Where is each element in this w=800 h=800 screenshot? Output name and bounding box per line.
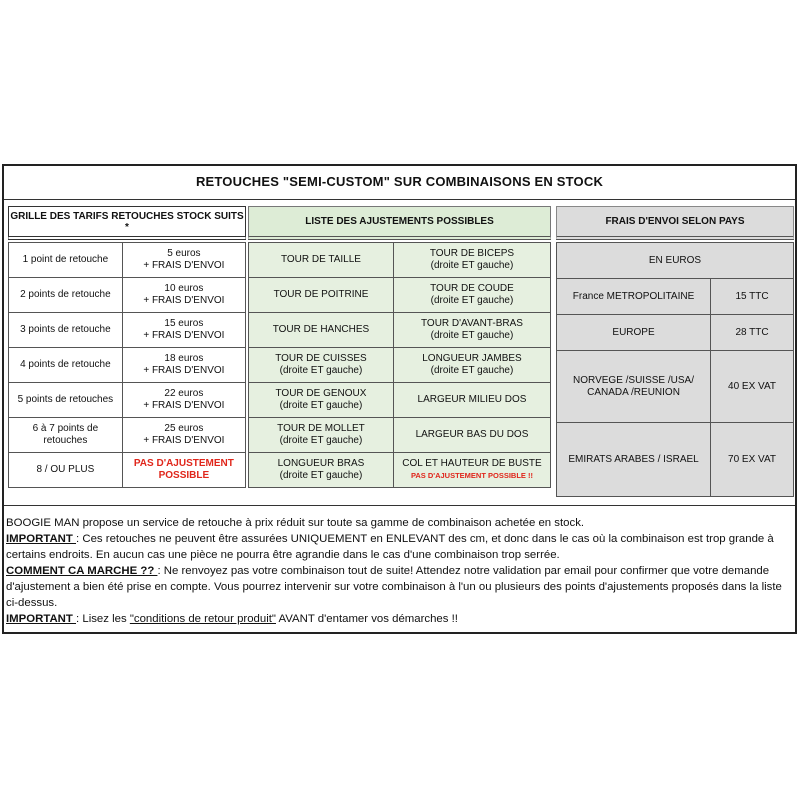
adjustment-cell: TOUR DE POITRINE: [249, 278, 394, 313]
shipping-price-cell: 40 EX VAT: [711, 351, 794, 423]
adjustment-cell: TOUR DE HANCHES: [249, 313, 394, 348]
points-cell: 5 points de retouches: [9, 383, 123, 418]
frais-panel: [556, 206, 794, 498]
currency-unit-cell: EN EUROS: [557, 243, 794, 279]
sheet-title: RETOUCHES "SEMI-CUSTOM" SUR COMBINAISONS EN STOCK: [195, 174, 604, 189]
adjustment-cell: LONGUEUR BRAS (droite ET gauche): [249, 453, 394, 488]
table-row: [557, 279, 794, 315]
table-row: [249, 313, 551, 348]
table-row: [557, 243, 794, 279]
adjustment-cell: TOUR DE BICEPS (droite ET gauche): [393, 243, 550, 278]
shipping-price-cell: 70 EX VAT: [711, 423, 794, 497]
tarifs-table: [8, 242, 246, 488]
table-row: [9, 243, 246, 278]
adjustment-cell: TOUR DE TAILLE: [249, 243, 394, 278]
country-cell: EUROPE: [557, 315, 711, 351]
table-row: [249, 243, 551, 278]
table-row: [557, 351, 794, 423]
points-cell: 1 point de retouche: [9, 243, 123, 278]
table-row: [9, 313, 246, 348]
country-cell: France METROPOLITAINE: [557, 279, 711, 315]
important-note-2: IMPORTANT : Lisez les "conditions de retour produit" AVANT d'entamer vos démarches !!: [6, 613, 458, 625]
adjustment-cell: LARGEUR BAS DU DOS: [393, 418, 550, 453]
table-row: [557, 315, 794, 351]
adjustment-cell: TOUR D'AVANT-BRAS (droite ET gauche): [393, 313, 550, 348]
country-cell: EMIRATS ARABES / ISRAEL: [557, 423, 711, 497]
pricing-sheet: [2, 164, 797, 634]
table-row: [249, 383, 551, 418]
no-adjustment-cell: PAS D'AJUSTEMENT POSSIBLE: [122, 453, 245, 488]
points-cell: 4 points de retouche: [9, 348, 123, 383]
price-cell: 5 euros + FRAIS D'ENVOI: [122, 243, 245, 278]
ajustements-panel: [248, 206, 551, 498]
adjustment-cell: COL ET HAUTEUR DE BUSTE PAS D'AJUSTEMENT POSSIBLE !!: [393, 453, 550, 488]
table-row: [9, 383, 246, 418]
price-cell: 18 euros + FRAIS D'ENVOI: [122, 348, 245, 383]
intro-text: BOOGIE MAN propose un service de retouche à prix réduit sur toute sa gamme de combinaison achetée en stock.: [6, 517, 585, 529]
tarifs-header: GRILLE DES TARIFS RETOUCHES STOCK SUITS *: [8, 206, 246, 240]
table-row: [9, 278, 246, 313]
shipping-price-cell: 28 TTC: [711, 315, 794, 351]
table-row: [249, 453, 551, 488]
points-cell: 3 points de retouche: [9, 313, 123, 348]
ajustements-table: [248, 242, 551, 488]
frais-header: FRAIS D'ENVOI SELON PAYS: [556, 206, 794, 240]
tarifs-panel: [8, 206, 246, 498]
notes-divider: [4, 505, 795, 506]
points-cell: 8 / OU PLUS: [9, 453, 123, 488]
how-it-works-note: COMMENT CA MARCHE ?? : Ne renvoyez pas votre combinaison tout de suite! Attendez notre validation par email pour confirmer que votre demande d'ajustement a bien été prise en compte. Vous pourrez intervenir sur votre combinaison à l'un ou plusieurs des points d'ajustements proposés dans la liste ci-dessus.: [6, 565, 782, 609]
adjustment-cell: LARGEUR MILIEU DOS: [393, 383, 550, 418]
shipping-price-cell: 15 TTC: [711, 279, 794, 315]
adjustment-cell: LONGUEUR JAMBES (droite ET gauche): [393, 348, 550, 383]
points-cell: 6 à 7 points de retouches: [9, 418, 123, 453]
price-cell: 10 euros + FRAIS D'ENVOI: [122, 278, 245, 313]
table-row: [249, 278, 551, 313]
table-row: [9, 453, 246, 488]
country-cell: NORVEGE /SUISSE /USA/ CANADA /REUNION: [557, 351, 711, 423]
points-cell: 2 points de retouche: [9, 278, 123, 313]
price-cell: 22 euros + FRAIS D'ENVOI: [122, 383, 245, 418]
ajustements-header: LISTE DES AJUSTEMENTS POSSIBLES: [248, 206, 551, 240]
adjustment-cell: TOUR DE MOLLET (droite ET gauche): [249, 418, 394, 453]
price-cell: 25 euros + FRAIS D'ENVOI: [122, 418, 245, 453]
table-row: [557, 423, 794, 497]
notes-section: [6, 515, 796, 627]
adjustment-cell: TOUR DE GENOUX (droite ET gauche): [249, 383, 394, 418]
frais-table: [556, 242, 794, 497]
title-divider: [4, 199, 795, 200]
table-row: [249, 348, 551, 383]
return-conditions-link[interactable]: "conditions de retour produit": [129, 613, 276, 625]
table-row: [249, 418, 551, 453]
table-row: [9, 418, 246, 453]
adjustment-cell: TOUR DE COUDE (droite ET gauche): [393, 278, 550, 313]
important-note-1: IMPORTANT : Ces retouches ne peuvent être assurées UNIQUEMENT en ENLEVANT des cm, et donc dans le cas où la combinaison est trop grande à certains endroits. En aucun cas une pièce ne pourra être agrandie dans le cas d'une combinaison trop serrée.: [6, 533, 774, 561]
table-row: [9, 348, 246, 383]
adjustment-cell: TOUR DE CUISSES (droite ET gauche): [249, 348, 394, 383]
price-cell: 15 euros + FRAIS D'ENVOI: [122, 313, 245, 348]
